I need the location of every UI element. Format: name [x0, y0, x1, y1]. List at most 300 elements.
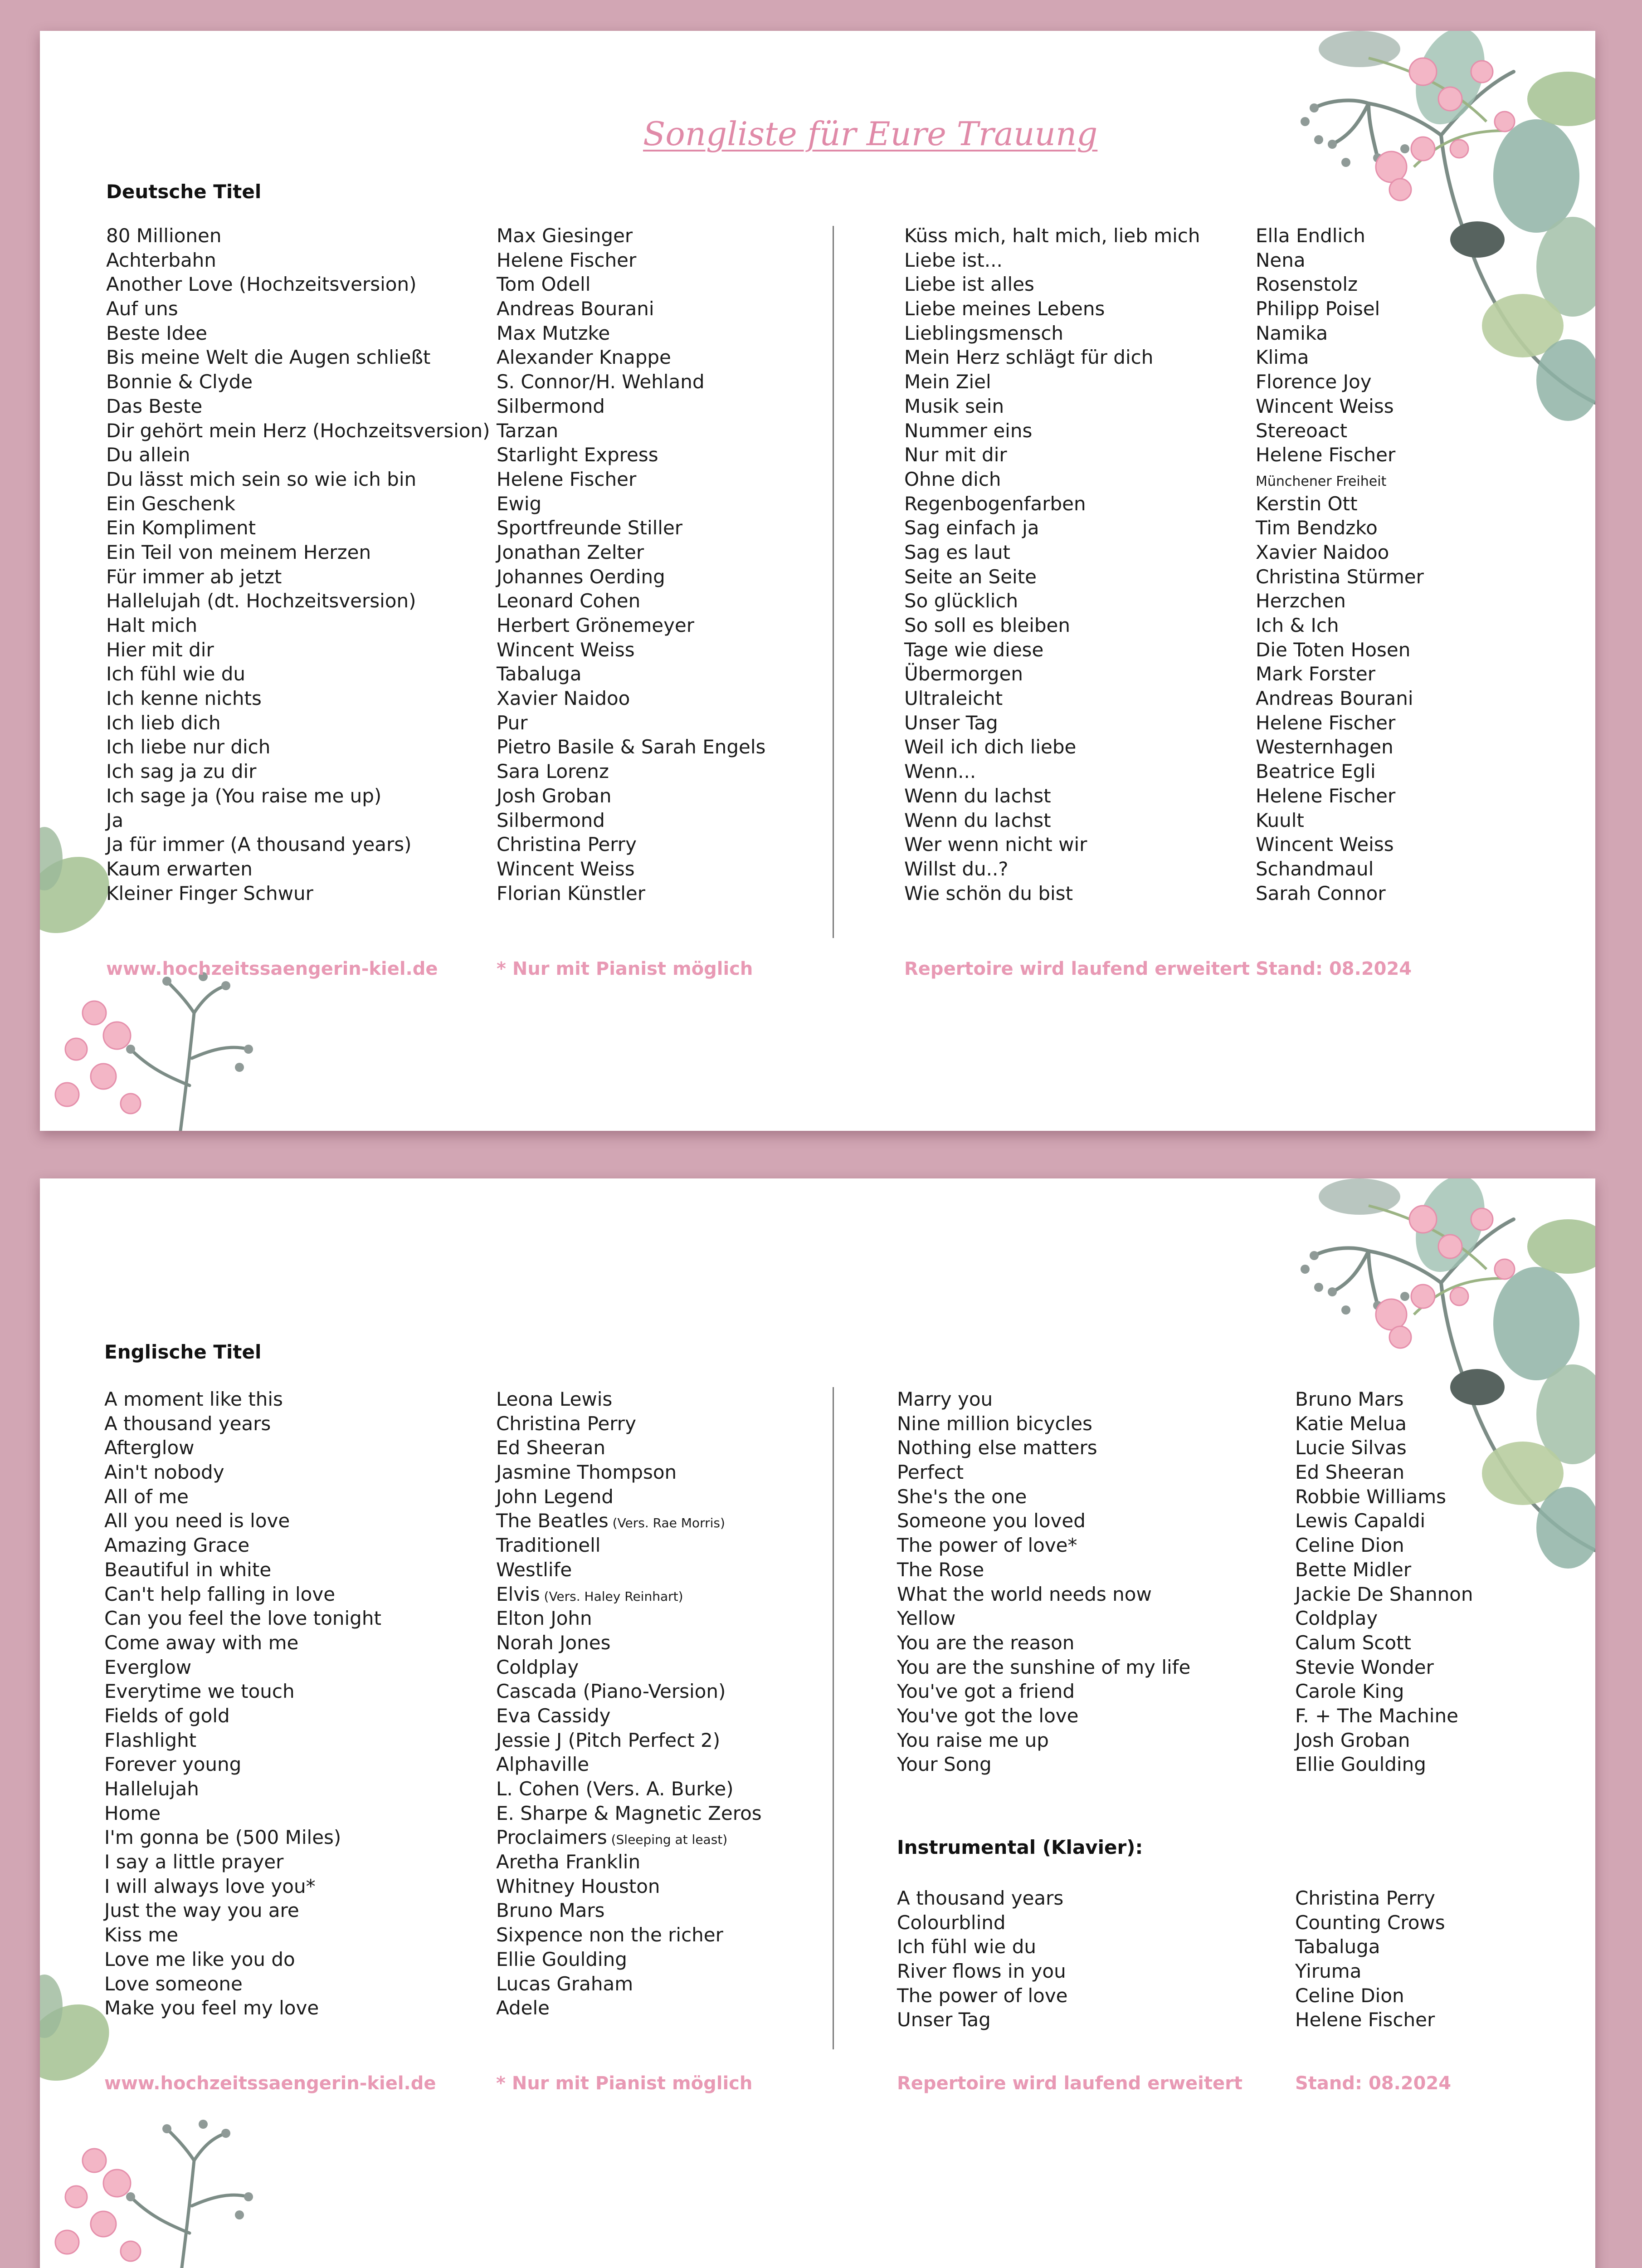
song-artist	[497, 808, 765, 833]
artist-name: Florian Künstler	[497, 882, 645, 904]
song-title: You've got a friend	[897, 1680, 1075, 1703]
artist-name: Alphaville	[496, 1753, 590, 1776]
song-title: Hallelujah (dt. Hochzeitsversion)	[106, 590, 416, 612]
artist-name: Pur	[497, 711, 528, 734]
artist-name: Aretha Franklin	[496, 1851, 641, 1873]
song-artist	[497, 516, 765, 540]
instrumental-heading: Instrumental (Klavier):	[897, 1836, 1143, 1858]
song-column	[104, 1387, 381, 2020]
artist-name: Celine Dion	[1295, 1984, 1404, 2007]
song-artist	[496, 1679, 762, 1704]
song-column	[897, 1387, 1190, 1777]
song-title: All of me	[104, 1485, 189, 1508]
song-title: Ohne dich	[904, 468, 1001, 490]
artist-name: Leonard Cohen	[497, 590, 641, 612]
song-title: A thousand years	[897, 1887, 1064, 1909]
song-artist	[1295, 1886, 1445, 1911]
artist-name: L. Cohen (Vers. A. Burke)	[496, 1778, 734, 1800]
song-title: Kaum erwarten	[106, 857, 253, 880]
song-title: Love me like you do	[104, 1948, 295, 1970]
artist-name: Josh Groban	[1295, 1729, 1410, 1751]
song-title: Yellow	[897, 1607, 956, 1630]
song-title: Come away with me	[104, 1631, 299, 1654]
song-title: So soll es bleiben	[904, 614, 1071, 636]
song-artist	[1256, 321, 1424, 346]
song-title: Your Song	[897, 1753, 992, 1776]
artist-name: Christina Stürmer	[1256, 565, 1424, 588]
song-title: Seite an Seite	[904, 565, 1037, 588]
song-title: Make you feel my love	[104, 1997, 319, 2019]
artist-version-note: (Sleeping at least)	[607, 1832, 728, 1848]
section-heading-english: Englische Titel	[104, 1341, 262, 1363]
song-artist	[496, 1704, 762, 1728]
artist-name: Jasmine Thompson	[496, 1461, 677, 1484]
song-title: Für immer ab jetzt	[106, 565, 282, 588]
song-artist	[497, 735, 765, 759]
artist-name: Sportfreunde Stiller	[497, 517, 683, 539]
artist-name: Helene Fischer	[1256, 711, 1396, 734]
artist-column	[1295, 1387, 1473, 1777]
song-title: Marry you	[897, 1388, 993, 1410]
song-title: Ich fühl wie du	[106, 663, 245, 685]
website-link[interactable]: www.hochzeitssaengerin-kiel.de	[104, 2073, 436, 2094]
artist-name: Wincent Weiss	[1256, 395, 1394, 417]
song-artist	[1295, 1485, 1473, 1509]
song-title: She's the one	[897, 1485, 1027, 1508]
artist-name: Carole King	[1295, 1680, 1404, 1703]
artist-name: Die Toten Hosen	[1256, 638, 1411, 661]
song-title: Tage wie diese	[904, 638, 1044, 661]
song-artist	[1295, 1631, 1473, 1655]
artist-name: Tim Bendzko	[1256, 517, 1378, 539]
song-artist	[1295, 1704, 1473, 1728]
song-artist	[496, 1582, 762, 1607]
song-title: Can't help falling in love	[104, 1583, 336, 1605]
artist-name: Norah Jones	[496, 1631, 611, 1654]
song-artist	[1295, 1436, 1473, 1460]
song-title: So glücklich	[904, 590, 1018, 612]
song-title: Perfect	[897, 1461, 964, 1484]
song-artist	[1295, 1412, 1473, 1436]
song-artist	[496, 1801, 762, 1826]
song-title: Ein Kompliment	[106, 517, 256, 539]
artist-name: Christina Perry	[497, 833, 637, 856]
artist-name: Lewis Capaldi	[1295, 1510, 1426, 1532]
song-artist	[497, 759, 765, 784]
song-artist	[497, 248, 765, 273]
artist-name: Max Mutzke	[497, 322, 610, 344]
song-title: Just the way you are	[104, 1899, 299, 1922]
artist-name: Ellie Goulding	[496, 1948, 627, 1970]
song-artist	[1295, 1984, 1445, 2008]
artist-name: Helene Fischer	[497, 249, 637, 271]
artist-name: Münchener Freiheit	[1256, 473, 1387, 489]
repertoire-note: Repertoire wird laufend erweitert	[904, 958, 1250, 979]
song-title: The power of love	[897, 1984, 1068, 2007]
artist-name: Christina Perry	[496, 1412, 636, 1435]
song-artist	[497, 613, 765, 638]
song-title: Musik sein	[904, 395, 1004, 417]
artist-name: Rosenstolz	[1256, 273, 1358, 296]
song-title: Ich sag ja zu dir	[106, 760, 257, 783]
song-artist	[1256, 345, 1424, 370]
artist-name: Coldplay	[1295, 1607, 1378, 1630]
song-column	[904, 224, 1200, 905]
artist-name: Wincent Weiss	[1256, 833, 1394, 856]
artist-name: Leona Lewis	[496, 1388, 613, 1410]
song-artist	[1256, 662, 1424, 686]
song-title: Hallelujah	[104, 1778, 199, 1800]
song-title: Dir gehört mein Herz (Hochzeitsversion)	[106, 419, 490, 442]
artist-name: Klima	[1256, 346, 1309, 369]
artist-name: Ich & Ich	[1256, 614, 1339, 636]
artist-name: Wincent Weiss	[497, 638, 635, 661]
artist-column	[1256, 224, 1424, 905]
artist-name: Pietro Basile & Sarah Engels	[497, 736, 766, 758]
artist-name: Josh Groban	[497, 784, 612, 807]
song-artist	[1256, 857, 1424, 881]
song-title: Nur mit dir	[904, 444, 1007, 466]
song-artist	[497, 443, 765, 467]
artist-name: Silbermond	[497, 395, 605, 417]
artist-name: Tabaluga	[497, 663, 582, 685]
artist-name: Wincent Weiss	[497, 857, 635, 880]
song-title: Ich liebe nur dich	[106, 736, 271, 758]
artist-name: F. + The Machine	[1295, 1704, 1458, 1727]
song-title: Wenn du lachst	[904, 784, 1051, 807]
artist-name: Tarzan	[497, 419, 559, 442]
song-artist	[1256, 784, 1424, 808]
song-artist	[1256, 248, 1424, 273]
song-artist	[1256, 467, 1424, 492]
artist-name: Herzchen	[1256, 590, 1346, 612]
artist-name: Yiruma	[1295, 1960, 1362, 1983]
song-title: Nothing else matters	[897, 1437, 1097, 1459]
song-artist	[1256, 735, 1424, 759]
song-artist	[1256, 808, 1424, 833]
song-artist	[1256, 492, 1424, 516]
song-artist	[497, 686, 765, 711]
artist-name: Kuult	[1256, 809, 1304, 831]
song-title: Ja	[106, 809, 124, 831]
song-title: Ein Geschenk	[106, 492, 235, 515]
artist-name: Mark Forster	[1256, 663, 1375, 685]
song-artist	[496, 1655, 762, 1680]
song-title: Colourblind	[897, 1911, 1006, 1934]
song-title: Bis meine Welt die Augen schließt	[106, 346, 431, 369]
song-artist	[1295, 1655, 1473, 1680]
song-artist	[496, 1412, 762, 1436]
artist-name: E. Sharpe & Magnetic Zeros	[496, 1802, 762, 1824]
artist-name: Namika	[1256, 322, 1328, 344]
song-title: I say a little prayer	[104, 1851, 284, 1873]
website-link[interactable]: www.hochzeitssaengerin-kiel.de	[106, 958, 438, 979]
artist-name: Florence Joy	[1256, 371, 1372, 393]
artist-name: Traditionell	[496, 1534, 601, 1557]
song-artist	[1256, 224, 1424, 248]
song-artist	[1295, 1606, 1473, 1631]
song-artist	[496, 1558, 762, 1582]
artist-name: Eva Cassidy	[496, 1704, 611, 1727]
song-title: Beste Idee	[106, 322, 207, 344]
songlist-page-german	[40, 31, 1595, 1131]
song-artist	[1256, 832, 1424, 857]
song-artist	[496, 1777, 762, 1801]
song-artist	[496, 1972, 762, 1996]
song-artist	[497, 467, 765, 492]
song-title: Willst du..?	[904, 857, 1009, 880]
song-artist	[497, 857, 765, 881]
song-title: Everytime we touch	[104, 1680, 295, 1703]
song-artist	[496, 1436, 762, 1460]
song-artist	[1295, 1728, 1473, 1753]
song-artist	[1256, 565, 1424, 589]
song-artist	[1295, 1679, 1473, 1704]
page-title: Songliste für Eure Trauung	[643, 115, 1098, 153]
instrumental-artist-column	[1295, 1886, 1445, 2032]
artist-name: Sixpence non the richer	[496, 1924, 723, 1946]
song-title: Ich kenne nichts	[106, 687, 262, 710]
song-artist	[497, 638, 765, 662]
instrumental-song-column	[897, 1886, 1068, 2032]
song-title: Ich sage ja (You raise me up)	[106, 784, 382, 807]
song-title: Du allein	[106, 444, 190, 466]
song-artist	[497, 321, 765, 346]
song-title: Übermorgen	[904, 663, 1023, 685]
song-artist	[496, 1485, 762, 1509]
song-title: You are the sunshine of my life	[897, 1656, 1191, 1678]
stand-date: Stand: 08.2024	[1295, 2073, 1452, 2094]
artist-name: Robbie Williams	[1295, 1485, 1446, 1508]
song-artist	[497, 419, 765, 443]
song-artist	[1295, 1509, 1473, 1533]
pianist-note: * Nur mit Pianist möglich	[497, 958, 753, 979]
song-artist	[496, 1825, 762, 1850]
song-artist	[1256, 638, 1424, 662]
song-artist	[496, 1387, 762, 1412]
song-title: Wie schön du bist	[904, 882, 1073, 904]
song-title: Liebe ist alles	[904, 273, 1034, 296]
artist-name: Kerstin Ott	[1256, 492, 1358, 515]
artist-name: Proclaimers	[496, 1826, 607, 1849]
artist-name: Bruno Mars	[1295, 1388, 1404, 1410]
song-title: You've got the love	[897, 1704, 1079, 1727]
song-artist	[496, 1533, 762, 1558]
song-artist	[496, 1752, 762, 1777]
song-title: Ich fühl wie du	[897, 1936, 1036, 1958]
artist-name: Philipp Poisel	[1256, 298, 1380, 320]
song-artist	[496, 1923, 762, 1947]
artist-name: Herbert Grönemeyer	[497, 614, 695, 636]
song-artist	[1256, 297, 1424, 321]
song-title: Nine million bicycles	[897, 1412, 1092, 1435]
song-artist	[497, 370, 765, 394]
artist-name: Ed Sheeran	[496, 1437, 606, 1459]
song-artist	[496, 1631, 762, 1655]
song-artist	[497, 662, 765, 686]
song-title: Forever young	[104, 1753, 242, 1776]
song-artist	[497, 784, 765, 808]
artist-column	[496, 1387, 762, 2020]
song-artist	[1256, 419, 1424, 443]
song-title: Wer wenn nicht wir	[904, 833, 1087, 856]
song-artist	[497, 297, 765, 321]
song-artist	[1256, 443, 1424, 467]
song-title: Beautiful in white	[104, 1558, 272, 1581]
song-title: The Rose	[897, 1558, 984, 1581]
artist-name: Coldplay	[496, 1656, 579, 1678]
artist-name: Christina Perry	[1295, 1887, 1435, 1909]
song-artist	[1256, 370, 1424, 394]
song-artist	[496, 1996, 762, 2020]
artist-name: Johannes Oerding	[497, 565, 665, 588]
song-artist	[496, 1460, 762, 1485]
song-artist	[1295, 1558, 1473, 1582]
artist-name: Stereoact	[1256, 419, 1348, 442]
artist-name: Celine Dion	[1295, 1534, 1404, 1557]
song-title: Du lässt mich sein so wie ich bin	[106, 468, 417, 490]
song-artist	[496, 1947, 762, 1972]
artist-name: Andreas Bourani	[1256, 687, 1413, 710]
song-artist	[497, 832, 765, 857]
artist-version-note: (Vers. Rae Morris)	[608, 1515, 725, 1531]
song-title: Ultraleicht	[904, 687, 1003, 710]
song-column	[106, 224, 490, 905]
song-title: Das Beste	[106, 395, 203, 417]
song-title: A moment like this	[104, 1388, 283, 1410]
song-title: Liebe meines Lebens	[904, 298, 1105, 320]
artist-name: Schandmaul	[1256, 857, 1374, 880]
song-title: Mein Ziel	[904, 371, 991, 393]
song-artist	[1295, 1582, 1473, 1607]
song-title: River flows in you	[897, 1960, 1066, 1983]
song-title: The power of love*	[897, 1534, 1077, 1557]
artist-name: Starlight Express	[497, 444, 658, 466]
artist-name: Ellie Goulding	[1295, 1753, 1426, 1776]
artist-name: Helene Fischer	[1295, 2009, 1435, 2031]
song-artist	[497, 711, 765, 735]
song-artist	[1256, 272, 1424, 297]
artist-name: Helene Fischer	[497, 468, 637, 490]
song-artist	[497, 345, 765, 370]
artist-name: S. Connor/H. Wehland	[497, 371, 705, 393]
artist-name: Ewig	[497, 492, 542, 515]
song-artist	[497, 224, 765, 248]
song-title: A thousand years	[104, 1412, 271, 1435]
artist-name: John Legend	[496, 1485, 614, 1508]
song-title: 80 Millionen	[106, 225, 222, 247]
song-artist	[1256, 613, 1424, 638]
songlist-page-english	[40, 1178, 1595, 2268]
song-title: Kleiner Finger Schwur	[106, 882, 313, 904]
artist-name: Alexander Knappe	[497, 346, 671, 369]
song-artist	[497, 540, 765, 565]
artist-name: Ed Sheeran	[1295, 1461, 1405, 1484]
artist-name: Beatrice Egli	[1256, 760, 1376, 783]
song-title: Amazing Grace	[104, 1534, 250, 1557]
song-artist	[1256, 394, 1424, 419]
artist-name: Tabaluga	[1295, 1936, 1380, 1958]
artist-name: Ella Endlich	[1256, 225, 1365, 247]
song-artist	[496, 1606, 762, 1631]
song-title: I will always love you*	[104, 1875, 316, 1897]
song-title: I'm gonna be (500 Miles)	[104, 1826, 341, 1849]
song-title: Bonnie & Clyde	[106, 371, 253, 393]
artist-name: Elton John	[496, 1607, 592, 1630]
song-title: Achterbahn	[106, 249, 216, 271]
song-artist	[1256, 589, 1424, 613]
song-title: Flashlight	[104, 1729, 197, 1751]
song-artist	[1295, 1911, 1445, 1935]
song-title: Can you feel the love tonight	[104, 1607, 381, 1630]
artist-name: Tom Odell	[497, 273, 591, 296]
song-artist	[497, 881, 765, 906]
artist-name: Xavier Naidoo	[1256, 541, 1389, 563]
artist-name: Lucie Silvas	[1295, 1437, 1407, 1459]
song-title: Halt mich	[106, 614, 198, 636]
artist-name: Max Giesinger	[497, 225, 633, 247]
column-divider	[833, 226, 834, 938]
song-title: Sag einfach ja	[904, 517, 1039, 539]
song-title: Lieblingsmensch	[904, 322, 1064, 344]
artist-name: Stevie Wonder	[1295, 1656, 1434, 1678]
artist-name: Jessie J (Pitch Perfect 2)	[496, 1729, 721, 1751]
artist-name: Nena	[1256, 249, 1306, 271]
song-artist	[1256, 686, 1424, 711]
song-title: Everglow	[104, 1656, 192, 1678]
song-title: Afterglow	[104, 1437, 195, 1459]
song-artist	[497, 565, 765, 589]
song-artist	[497, 589, 765, 613]
song-title: Another Love (Hochzeitsversion)	[106, 273, 417, 296]
artist-name: Westernhagen	[1256, 736, 1394, 758]
artist-name: Westlife	[496, 1558, 572, 1581]
artist-name: Cascada (Piano-Version)	[496, 1680, 726, 1703]
song-artist	[1256, 759, 1424, 784]
song-artist	[1295, 2008, 1445, 2032]
column-divider	[833, 1387, 834, 2049]
pianist-note: * Nur mit Pianist möglich	[496, 2073, 753, 2094]
song-title: Ein Teil von meinem Herzen	[106, 541, 371, 563]
song-artist	[1295, 1387, 1473, 1412]
artist-name: Sarah Connor	[1256, 882, 1386, 904]
song-title: Ja für immer (A thousand years)	[106, 833, 412, 856]
song-artist	[496, 1850, 762, 1874]
artist-column	[497, 224, 765, 905]
song-artist	[496, 1509, 762, 1533]
song-artist	[1256, 881, 1424, 906]
song-title: Sag es laut	[904, 541, 1010, 563]
artist-name: Silbermond	[497, 809, 605, 831]
artist-name: Bruno Mars	[496, 1899, 605, 1922]
song-title: Auf uns	[106, 298, 178, 320]
song-artist	[1295, 1533, 1473, 1558]
artist-name: Sara Lorenz	[497, 760, 609, 783]
artist-name: Calum Scott	[1295, 1631, 1411, 1654]
artist-name: Xavier Naidoo	[497, 687, 630, 710]
artist-name: Helene Fischer	[1256, 784, 1396, 807]
artist-name: Bette Midler	[1295, 1558, 1412, 1581]
song-artist	[1295, 1752, 1473, 1777]
song-artist	[496, 1874, 762, 1899]
song-title: What the world needs now	[897, 1583, 1152, 1605]
song-artist	[1256, 711, 1424, 735]
song-artist	[497, 394, 765, 419]
song-title: Home	[104, 1802, 161, 1824]
song-artist	[497, 272, 765, 297]
song-title: Kiss me	[104, 1924, 179, 1946]
song-title: Regenbogenfarben	[904, 492, 1086, 515]
